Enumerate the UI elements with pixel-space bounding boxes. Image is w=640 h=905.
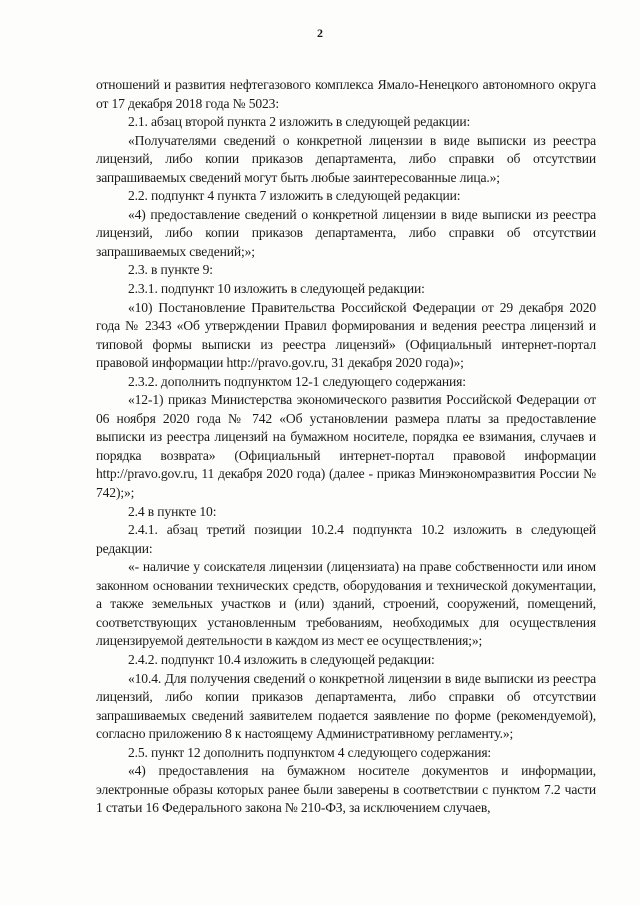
- paragraph: «4) предоставления на бумажном носителе документов и информации, электронные образы которых ранее были заверены в соответствии с пунктом 7.2 части 1 статьи 16 Федерального закона № 210-ФЗ, за исключением случаев,: [96, 763, 596, 816]
- document-body: [96, 76, 596, 818]
- paragraph: «10) Постановление Правительства Российской Федерации от 29 декабря 2020 года № 2343 «Об утверждении Правил формирования и ведения реестра лицензий и типовой формы выписки из реестра лицензий» (Официальный интернет-портал правовой информации http://pravo.gov.ru, 31 декабря 2020 года)»;: [96, 299, 596, 371]
- paragraph: «10.4. Для получения сведений о конкретной лицензии в виде выписки из реестра лицензий, либо копии приказов департамента, либо справки об отсутствии запрашиваемых сведений заявителем подается заявление по форме (рекомендуемой), согласно приложению 8 к настоящему Административному регламенту.»;: [96, 670, 596, 742]
- paragraph: «Получателями сведений о конкретной лицензии в виде выписки из реестра лицензий, либо копии приказов департамента, либо справки об отсутствии запрашиваемых сведений могут быть любые заинтересованные лица.»;: [96, 132, 596, 185]
- paragraph: 2.3.1. подпункт 10 изложить в следующей редакции:: [128, 281, 425, 297]
- paragraph: 2.2. подпункт 4 пункта 7 изложить в следующей редакции:: [128, 188, 461, 204]
- paragraph: 2.4 в пункте 10:: [128, 503, 217, 519]
- paragraph: 2.5. пункт 12 дополнить подпунктом 4 следующего содержания:: [128, 744, 492, 760]
- paragraph: 2.3.2. дополнить подпунктом 12-1 следующего содержания:: [128, 373, 466, 389]
- continued-paragraph: отношений и развития нефтегазового комплекса Ямало-Ненецкого автономного округа от 17 декабря 2018 года № 5023:: [96, 77, 596, 111]
- paragraph: 2.4.2. подпункт 10.4 изложить в следующей редакции:: [128, 651, 435, 667]
- page-number: 2: [317, 26, 323, 40]
- paragraph: «12-1) приказ Министерства экономического развития Российской Федерации от 06 ноября 2020 года № 742 «Об установлении размера платы за предоставление выписки из реестра лицензий на бумажном носителе, порядка ее взимания, случаев и порядка возврата» (Официальный интернет-портал правовой информации http://pravo.gov.ru, 11 декабря 2020 года) (далее - приказ Минэкономразвития России № 742);»;: [96, 392, 596, 501]
- paragraph: «4) предоставление сведений о конкретной лицензии в виде выписки из реестра лицензий, либо копии приказов департамента, либо справки об отсутствии запрашиваемых сведений;»;: [96, 206, 596, 259]
- paragraph: 2.4.1. абзац третий позиции 10.2.4 подпункта 10.2 изложить в следующей редакции:: [96, 522, 596, 556]
- paragraph: «- наличие у соискателя лицензии (лицензиата) на праве собственности или ином законном основании технических средств, оборудования и технической документации, а также земельных участков и (или) зданий, строений, сооружений, помещений, соответствующих установленным требованиям, необходимых для осуществления лицензируемой деятельности в каждом из мест ее осуществления;»;: [96, 559, 596, 649]
- paragraph: 2.3. в пункте 9:: [128, 262, 213, 278]
- paragraph: 2.1. абзац второй пункта 2 изложить в следующей редакции:: [128, 114, 471, 130]
